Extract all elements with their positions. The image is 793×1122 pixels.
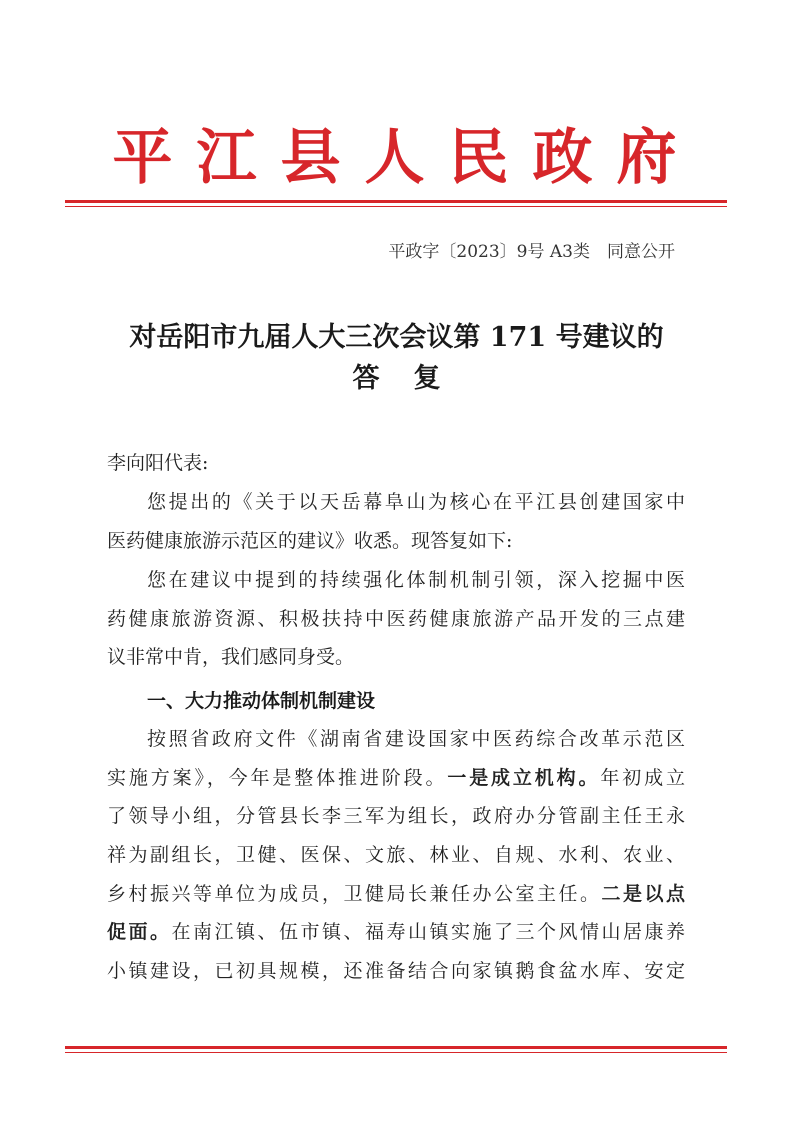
text-run: 实施方案》，今年是整体推进阶段。	[107, 766, 448, 789]
bold-text-run: 促面。	[107, 921, 172, 944]
paragraph-line: 您提出的《关于以天岳幕阜山为核心在平江县创建国家中	[147, 491, 685, 513]
document-number: 平政字〔2023〕9号 A3类 同意公开	[388, 242, 675, 262]
paragraph-line: 按照省政府文件《湖南省建设国家中医药综合改革示范区	[147, 728, 685, 750]
paragraph-line: 祥为副组长，卫健、医保、文旅、林业、自规、水利、农业、	[107, 844, 685, 867]
paragraph-line	[107, 759, 685, 798]
document-title-line2: 答复	[352, 363, 475, 394]
paragraph-line: 议非常中肯，我们感同身受。	[107, 646, 355, 669]
paragraph-line: 医药健康旅游示范区的建议》收悉。现答复如下:	[107, 529, 513, 552]
paragraph-2	[107, 561, 685, 677]
footer-divider	[65, 1046, 727, 1053]
section-heading: 一、大力推动体制机制建设	[147, 690, 376, 712]
header-divider	[65, 200, 727, 207]
text-run: 在南江镇、伍市镇、福寿山镇实施了三个风情山居康养	[171, 921, 685, 944]
masthead-title: 平江县人民政府	[112, 123, 701, 193]
paragraph-line: 您在建议中提到的持续强化体制机制引领，深入挖掘中医	[147, 569, 685, 591]
paragraph-line	[107, 913, 685, 952]
paragraph-line: 药健康旅游资源、积极扶持中医药健康旅游产品开发的三点建	[107, 607, 685, 630]
text-run: 乡村振兴等单位为成员，卫健局长兼任办公室主任。	[107, 882, 602, 905]
salutation: 李向阳代表:	[107, 452, 209, 474]
text-run: 年初成立	[600, 766, 685, 789]
paragraph-1	[107, 483, 685, 560]
paragraph-3	[107, 720, 685, 991]
paragraph-line: 了领导小组，分管县长李三军为组长，政府办分管副主任王永	[107, 805, 685, 828]
paragraph-line	[107, 875, 685, 914]
bold-text-run: 一是成立机构。	[447, 766, 601, 789]
bold-text-run: 二是以点	[601, 882, 685, 905]
paragraph-line: 小镇建设，已初具规模，还准备结合向家镇鹅食盆水库、安定	[107, 960, 685, 983]
document-title-line1: 对岳阳市九届人大三次会议第 171 号建议的	[129, 322, 664, 353]
